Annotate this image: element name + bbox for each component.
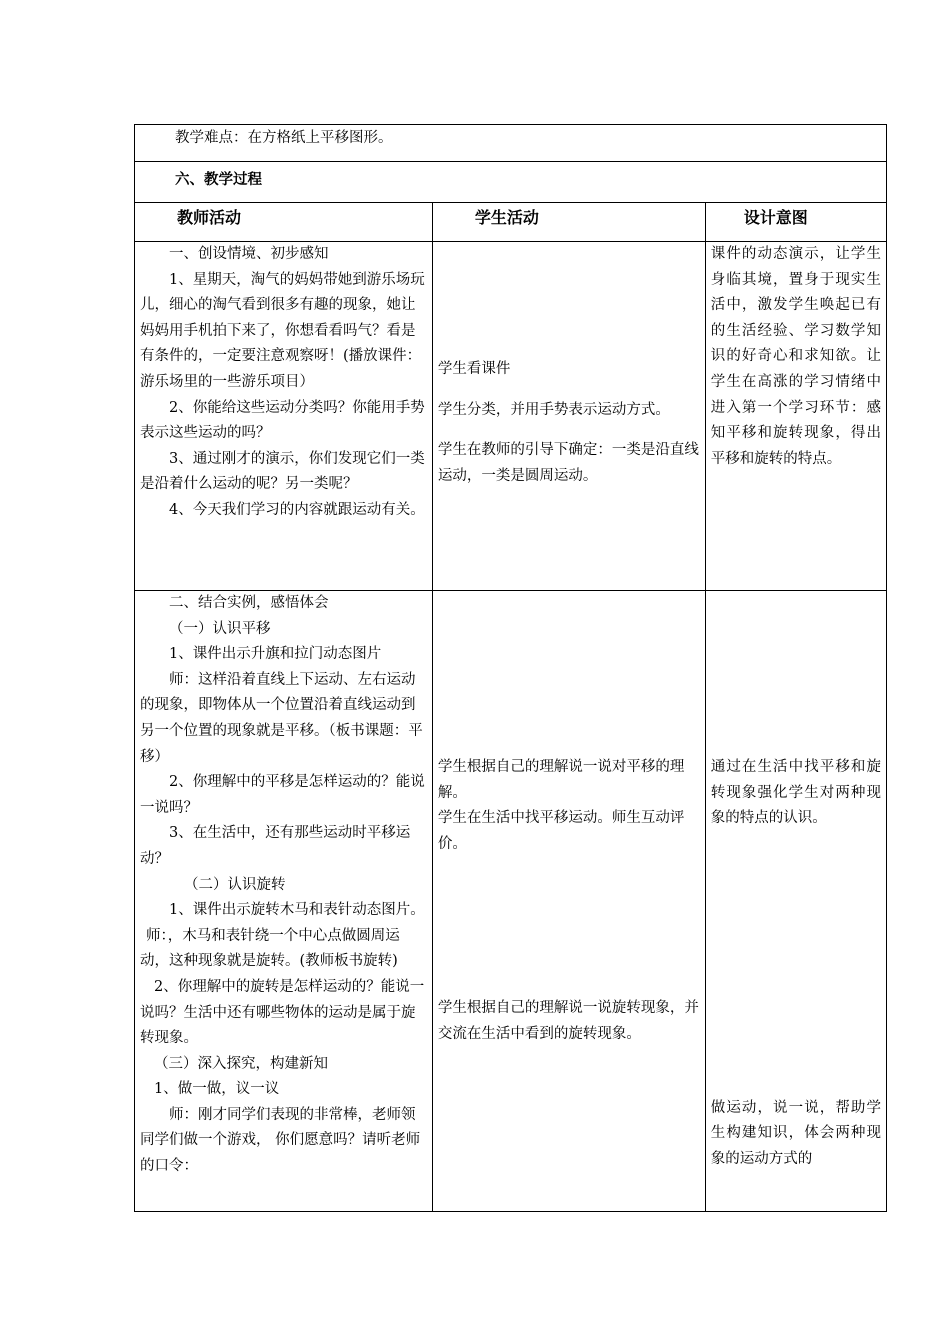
student-cell-2 bbox=[432, 591, 705, 1212]
teacher-text: 师：这样沿着直线上下运动、左右运动的现象，即物体从一个位置沿着直线运动到另一个位置的现象就是平移。（板书课题：平移） bbox=[140, 671, 423, 765]
teacher-text: 2、你能给这些运动分类吗？你能用手势表示这些运动的吗？ bbox=[140, 399, 425, 442]
teacher-text: 2、你理解中的旋转是怎样运动的？能说一说吗？生活中还有哪些物体的运动是属于旋转现象。 bbox=[140, 978, 425, 1047]
teacher-text: 一、创设情境、初步感知 bbox=[169, 246, 329, 262]
teacher-text: 1、星期天，淘气的妈妈带她到游乐场玩儿，细心的淘气看到很多有趣的现象，她让妈妈用手机拍下来了，你想看看吗气？看是有条件的，一定要注意观察呀！(播放课件：游乐场里的一些游乐项目） bbox=[140, 271, 425, 390]
lesson-plan-table bbox=[134, 124, 887, 1212]
teacher-text: （二）认识旋转 bbox=[184, 876, 286, 893]
design-cell-2 bbox=[705, 591, 886, 1212]
student-cell-1 bbox=[432, 242, 705, 591]
teacher-text: （一）认识平移 bbox=[169, 620, 271, 637]
header-teacher: 教师活动 bbox=[135, 203, 433, 242]
teacher-text: 3、通过刚才的演示，你们发现它们一类是沿着什么运动的呢？另一类呢？ bbox=[140, 450, 425, 493]
teacher-text: 1、做一做，议一议 bbox=[154, 1081, 280, 1098]
student-text: 学生在教师的引导下确定：一类是沿直线运动，一类是圆周运动。 bbox=[437, 442, 699, 484]
header-design: 设计意图 bbox=[705, 203, 886, 242]
table-row bbox=[135, 591, 887, 1212]
teacher-cell-2 bbox=[135, 591, 433, 1212]
difficulty-cell: 教学难点：在方格纸上平移图形。 bbox=[135, 125, 887, 162]
teacher-text: 3、在生活中，还有那些运动时平移运动？ bbox=[140, 825, 411, 867]
header-student: 学生活动 bbox=[432, 203, 705, 242]
table-row bbox=[135, 242, 887, 591]
design-cell-1: 课件的动态演示，让学生身临其境，置身于现实生活中，激发学生唤起已有的生活经验、学习数学知识的好奇心和求知欲。让学生在高涨的学习情绪中进入第一个学习环节：感知平移和旋转现象，得出平移和旋转的特点。 bbox=[705, 242, 886, 591]
section-title: 六、教学过程 bbox=[135, 162, 887, 203]
teacher-text: 师：，木马和表针绕一个中心点做圆周运动，这种现象就是旋转。(教师板书旋转) bbox=[140, 927, 400, 970]
teacher-cell-1 bbox=[135, 242, 433, 591]
student-text: 学生分类，并用手势表示运动方式。 bbox=[437, 401, 670, 418]
difficulty-row bbox=[135, 125, 887, 162]
section-row bbox=[135, 162, 887, 203]
design-text: 做运动，说一说，帮助学生构建知识，体会两种现象的运动方式的 bbox=[710, 1099, 881, 1167]
teacher-text: 4、今天我们学习的内容就跟运动有关。 bbox=[169, 501, 425, 518]
header-row bbox=[135, 203, 887, 242]
teacher-text: 二、结合实例，感悟体会 bbox=[169, 595, 329, 611]
teacher-text: 1、课件出示升旗和拉门动态图片 bbox=[169, 646, 382, 663]
student-text: 学生在生活中找平移运动。师生互动评价。 bbox=[437, 810, 685, 852]
student-text: 学生根据自己的理解说一说旋转现象，并交流在生活中看到的旋转现象。 bbox=[437, 1000, 699, 1042]
design-text: 通过在生活中找平移和旋转现象强化学生对两种现象的特点的认识。 bbox=[710, 759, 881, 827]
student-text: 学生根据自己的理解说一说对平移的理解。 bbox=[437, 759, 685, 801]
student-text: 学生看课件 bbox=[437, 361, 511, 377]
teacher-text: （三）深入探究，构建新知 bbox=[154, 1055, 328, 1072]
teacher-text: 师：刚才同学们表现的非常棒，老师领同学们做一个游戏， 你们愿意吗？请听老师的口令： bbox=[140, 1106, 421, 1175]
teacher-text: 1、课件出示旋转木马和表针动态图片。 bbox=[169, 902, 425, 919]
teacher-text: 2、你理解中的平移是怎样运动的？能说一说吗？ bbox=[140, 774, 425, 816]
